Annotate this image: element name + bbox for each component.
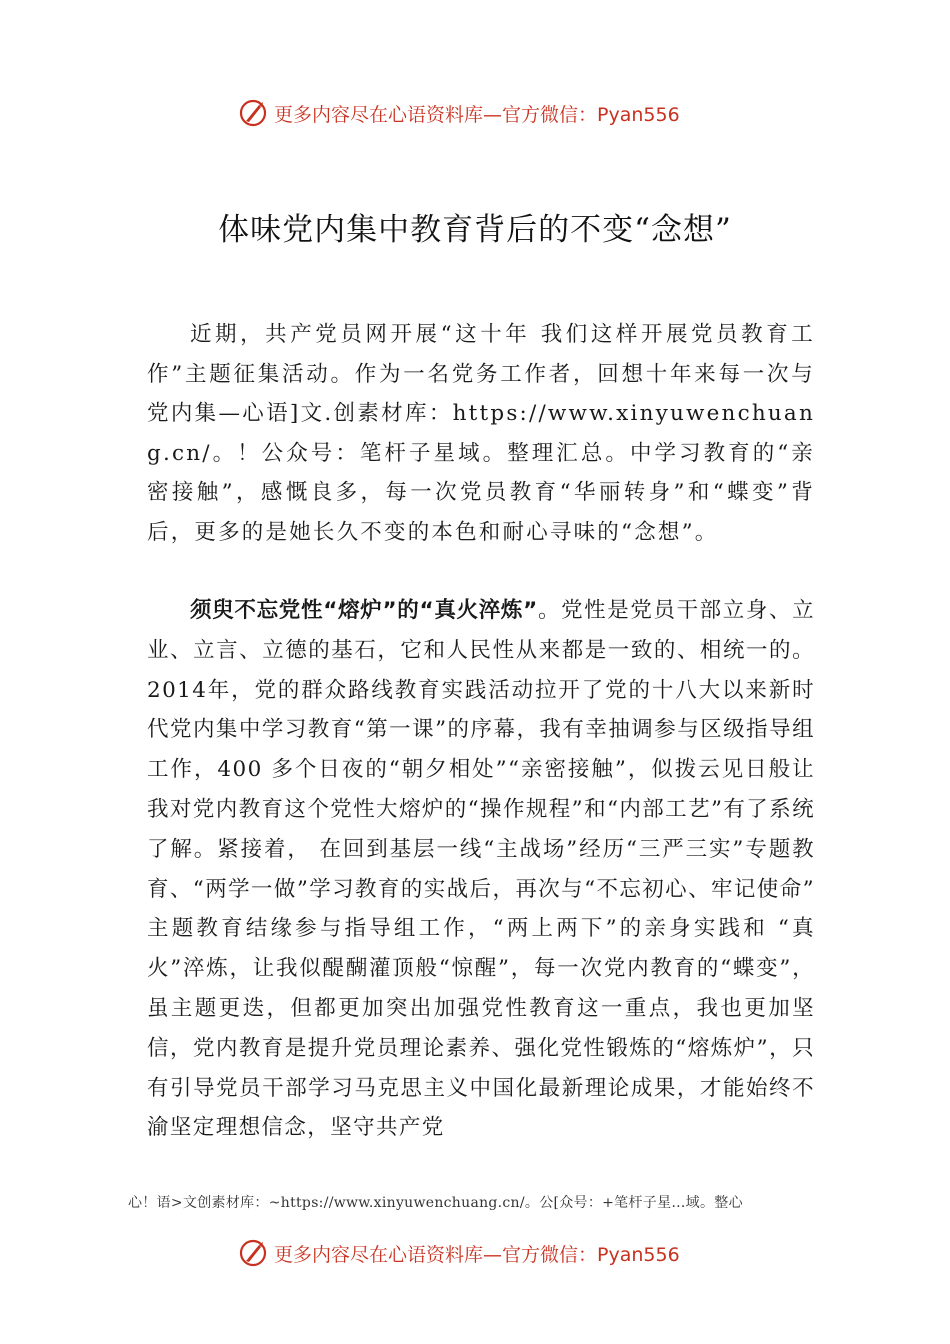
quill-pen-logo-icon bbox=[238, 1238, 268, 1268]
footer-watermark-note: 心！语>文创素材库：~https://www.xinyuwenchuang.cn/。公[众号：+笔杆子星…域。整心 bbox=[128, 1195, 743, 1211]
banner-text: 更多内容尽在心语资料库—官方微信：Pyan556 bbox=[274, 103, 680, 126]
quill-pen-logo-icon bbox=[238, 98, 268, 128]
footer-banner bbox=[238, 1236, 680, 1270]
paragraph-2 bbox=[147, 591, 815, 1148]
document-title: 体味党内集中教育背后的不变“念想” bbox=[218, 212, 732, 248]
banner-text: 更多内容尽在心语资料库—官方微信：Pyan556 bbox=[274, 1243, 680, 1266]
paragraph-1: 近期，共产党员网开展“这十年 我们这样开展党员教育工作”主题征集活动。作为一名党务工作者，回想十年来每一次与党内集—心语]文.创素材库：https://www.xinyuwenchuang.cn/。！公众号：笔杆子星域。整理汇总。中学习教育的“亲密接触”，感慨良多，每一次党员教育“华丽转身”和“蝶变”背后，更多的是她长久不变的本色和耐心寻味的“念想”。 bbox=[147, 322, 815, 545]
paragraph-2-body: 。党性是党员干部立身、立业、立言、立德的基石，它和人民性从来都是一致的、相统一的。2014年，党的群众路线教育实践活动拉开了党的十八大以来新时代党内集中学习教育“第一课”的序幕，我有幸抽调参与区级指导组工作，400 多个日夜的“朝夕相处”“亲密接触”，似拨云见日般让我对党内教育这个党性大熔炉的“操作规程”和“内部工艺”有了系统了解。紧接着， 在回到基层一线“主战场”经历“三严三实”专题教育、“两学一做”学习教育的实战后，再次与“不忘初心、牢记使命” 主题教育结缘参与指导组工作，“两上两下”的亲身实践和 “真火”淬炼，让我似醍醐灌顶般“惊醒”，每一次党内教育的“蝶变”，虽主题更迭，但都更加突出加强党性教育这一重点，我也更加坚信，党内教育是提升党员理论素养、强化党性锻炼的“熔炼炉”，只有引导党员干部学习马克思主义中国化最新理论成果，才能始终不渝坚定理想信念，坚守共产党 bbox=[147, 598, 815, 1141]
header-banner bbox=[238, 96, 680, 130]
paragraph-2-lead: 须臾不忘党性“熔炉”的“真火淬炼” bbox=[190, 598, 538, 623]
